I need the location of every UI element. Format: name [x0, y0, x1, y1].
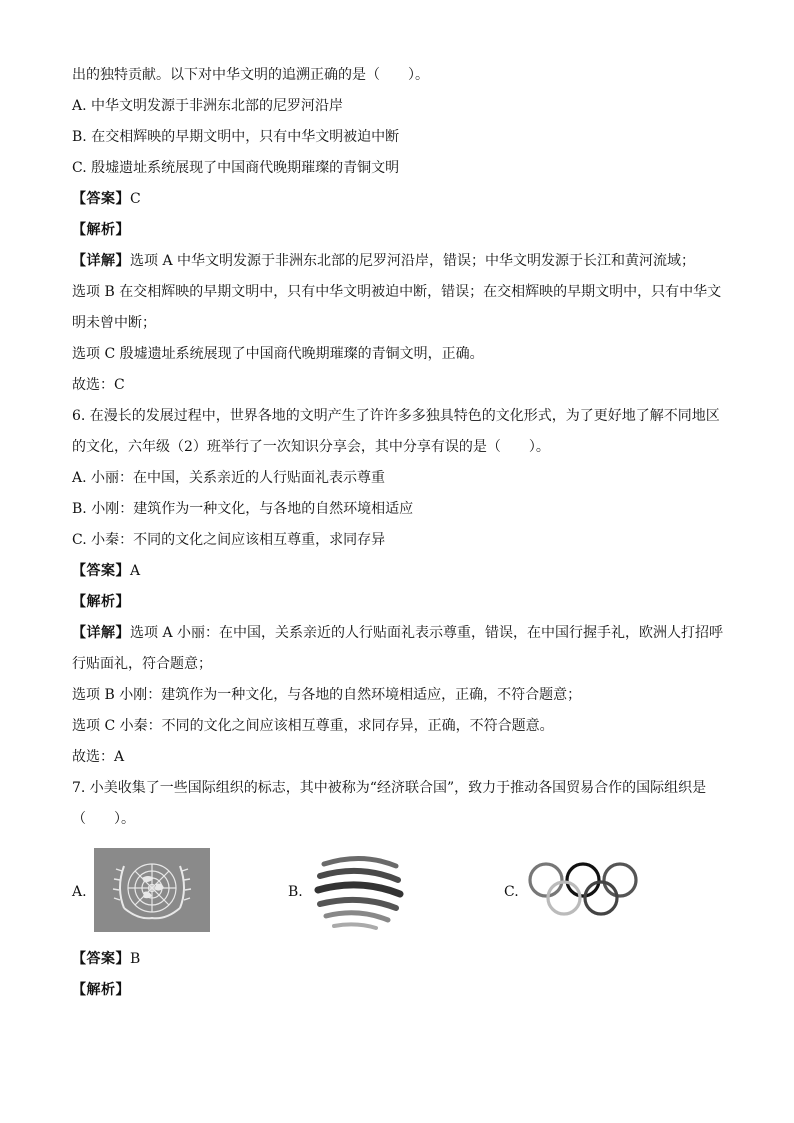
q5-detail-1: 【详解】选项 A 中华文明发源于非洲东北部的尼罗河沿岸，错误；中华文明发源于长江和黄河流域； — [72, 253, 696, 269]
q7-answer — [72, 944, 732, 975]
answer-tag: 【答案】 — [72, 191, 130, 207]
q5-stem-tail: 出的独特贡献。以下对中华文明的追溯正确的是（ ）。 — [72, 67, 429, 83]
q7-answer-block — [72, 944, 732, 1006]
olympic-rings-icon — [526, 858, 648, 926]
q5-analysis — [72, 215, 732, 246]
q7-option-a — [72, 850, 210, 934]
q6-stem-b: 的文化，六年级（2）班举行了一次知识分享会，其中分享有误的是（ ）。 — [72, 439, 550, 455]
answer-tag: 【答案】 — [72, 563, 130, 579]
q6-option-a: A. 小丽：在中国，关系亲近的人行贴面礼表示尊重 — [72, 470, 386, 486]
q5-detail-3: 选项 C 殷墟遗址系统展现了中国商代晚期璀璨的青铜文明，正确。 — [72, 346, 484, 362]
q5-detail-2b: 明未曾中断； — [72, 315, 156, 331]
q7-option-c — [504, 850, 648, 934]
q6-option-c: C. 小秦：不同的文化之间应该相互尊重，求同存异 — [72, 532, 386, 548]
answer-value: A — [130, 563, 141, 579]
document-page — [72, 60, 732, 835]
un-emblem-icon — [94, 848, 210, 936]
q6-stem-a: 6. 在漫长的发展过程中，世界各地的文明产生了许许多多独具特色的文化形式，为了更好地了解不同地区 — [72, 408, 720, 424]
q6-option-b: B. 小刚：建筑作为一种文化，与各地的自然环境相适应 — [72, 501, 414, 517]
detail-tag: 【详解】 — [72, 625, 130, 641]
q6-conclusion: 故选：A — [72, 749, 125, 765]
answer-tag: 【答案】 — [72, 951, 130, 967]
wto-logo-icon — [310, 848, 410, 936]
detail-tag: 【详解】 — [72, 253, 130, 269]
q6-analysis — [72, 587, 732, 618]
answer-value: B — [130, 951, 141, 967]
option-label: A. — [72, 884, 87, 900]
q5-option-b: B. 在交相辉映的早期文明中，只有中华文明被迫中断 — [72, 129, 400, 145]
q6-answer — [72, 556, 732, 587]
answer-value: C — [130, 191, 141, 207]
analysis-tag: 【解析】 — [72, 222, 130, 238]
q5-conclusion: 故选：C — [72, 377, 125, 393]
q6-detail-3: 选项 C 小秦：不同的文化之间应该相互尊重，求同存异，正确，不符合题意。 — [72, 718, 554, 734]
q5-answer — [72, 184, 732, 215]
q7-analysis — [72, 975, 732, 1006]
q7-stem-a: 7. 小美收集了一些国际组织的标志，其中被称为“经济联合国”，致力于推动各国贸易合作的国际组织是 — [72, 780, 707, 796]
q7-option-b — [288, 850, 410, 934]
q6-detail-1a: 【详解】选项 A 小丽：在中国，关系亲近的人行贴面礼表示尊重，错误，在中国行握手礼，欧洲人打招呼 — [72, 625, 724, 641]
q5-option-c: C. 殷墟遗址系统展现了中国商代晚期璀璨的青铜文明 — [72, 160, 400, 176]
option-label: B. — [288, 884, 303, 900]
q7-options — [72, 850, 732, 940]
analysis-tag: 【解析】 — [72, 594, 130, 610]
q7-stem-b: （ ）。 — [72, 811, 135, 827]
option-label: C. — [504, 884, 519, 900]
analysis-tag: 【解析】 — [72, 982, 130, 998]
q5-detail-2a: 选项 B 在交相辉映的早期文明中，只有中华文明被迫中断，错误；在交相辉映的早期文明中，只有中华文 — [72, 284, 722, 300]
q6-detail-2: 选项 B 小刚：建筑作为一种文化，与各地的自然环境相适应，正确，不符合题意； — [72, 687, 582, 703]
q6-detail-1b: 行贴面礼，符合题意； — [72, 656, 212, 672]
q5-option-a: A. 中华文明发源于非洲东北部的尼罗河沿岸 — [72, 98, 344, 114]
